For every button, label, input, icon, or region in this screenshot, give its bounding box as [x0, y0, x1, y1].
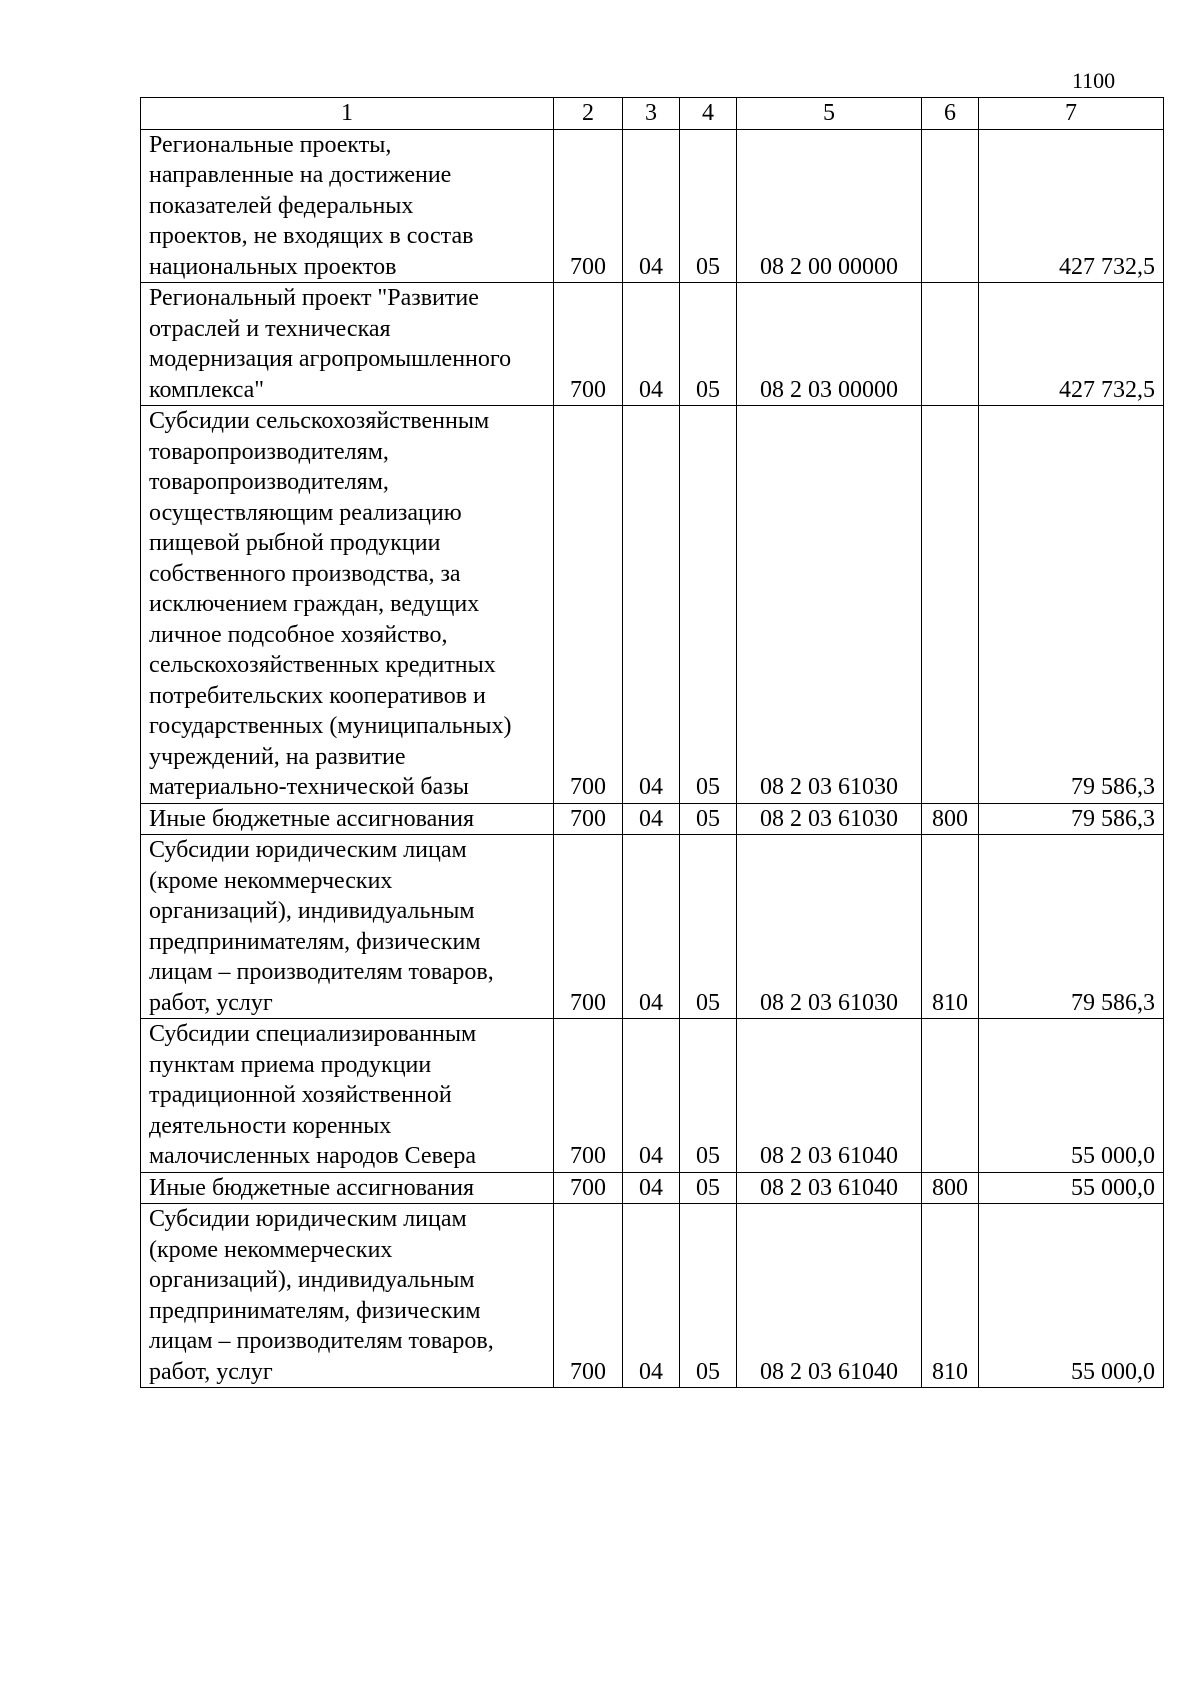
amount-cell: 79 586,3 — [979, 835, 1164, 1019]
section-cell: 04 — [623, 1019, 680, 1173]
amount-cell: 55 000,0 — [979, 1172, 1164, 1204]
row-name-line: потребительских кооперативов и — [149, 682, 486, 709]
row-name-line: материально-технической базы — [149, 774, 469, 800]
amount-cell: 79 586,3 — [979, 406, 1164, 804]
row-name-line: пунктам приема продукции — [149, 1051, 432, 1078]
subsection-cell: 05 — [680, 406, 737, 804]
header-col-3: 3 — [623, 98, 680, 130]
expense-type-cell: 810 — [922, 835, 979, 1019]
admin-code-cell: 700 — [554, 803, 623, 835]
section-cell: 04 — [623, 1172, 680, 1204]
table-row — [141, 406, 1164, 804]
row-name-cell — [141, 1172, 554, 1204]
row-name-line: лицам – производителям товаров, — [149, 1328, 494, 1354]
row-name-line: направленные на достижение — [149, 162, 452, 188]
subsection-cell: 05 — [680, 1172, 737, 1204]
target-article-cell: 08 2 03 61040 — [737, 1172, 922, 1204]
row-name-cell — [141, 1204, 554, 1388]
row-name-line: Региональный проект "Развитие — [149, 285, 479, 311]
admin-code-cell: 700 — [554, 1172, 623, 1204]
row-name-line: (кроме некоммерческих — [149, 867, 393, 894]
table-row — [141, 283, 1164, 406]
expense-type-cell: 800 — [922, 803, 979, 835]
expense-type-cell — [922, 406, 979, 804]
section-cell: 04 — [623, 803, 680, 835]
row-name-line: предпринимателям, физическим — [149, 1297, 481, 1324]
target-article-cell: 08 2 03 61030 — [737, 803, 922, 835]
target-article-cell: 08 2 03 00000 — [737, 283, 922, 406]
header-col-5: 5 — [737, 98, 922, 130]
row-name-cell — [141, 803, 554, 835]
subsection-cell: 05 — [680, 835, 737, 1019]
row-name-cell — [141, 283, 554, 406]
table-row — [141, 1172, 1164, 1204]
row-name-line: национальных проектов — [149, 253, 397, 280]
row-name-cell — [141, 835, 554, 1019]
row-name-line: (кроме некоммерческих — [149, 1236, 393, 1263]
subsection-cell: 05 — [680, 1019, 737, 1173]
row-name-line: учреждений, на развитие — [149, 743, 406, 770]
row-name-line: деятельности коренных — [149, 1112, 392, 1139]
row-name-line: пищевой рыбной продукции — [149, 530, 441, 556]
amount-cell: 79 586,3 — [979, 803, 1164, 835]
row-name-line: Субсидии юридическим лицам — [149, 1206, 467, 1232]
expense-type-cell: 800 — [922, 1172, 979, 1204]
row-name-line: Региональные проекты, — [149, 131, 392, 158]
admin-code-cell: 700 — [554, 1204, 623, 1388]
budget-table — [140, 97, 1164, 1388]
table-row — [141, 835, 1164, 1019]
section-cell: 04 — [623, 129, 680, 283]
table-row — [141, 1204, 1164, 1388]
row-name-line: традиционной хозяйственной — [149, 1082, 452, 1108]
target-article-cell: 08 2 00 00000 — [737, 129, 922, 283]
section-cell: 04 — [623, 283, 680, 406]
subsection-cell: 05 — [680, 283, 737, 406]
header-col-7: 7 — [979, 98, 1164, 130]
row-name-line: исключением граждан, ведущих — [149, 591, 480, 617]
section-cell: 04 — [623, 406, 680, 804]
subsection-cell: 05 — [680, 803, 737, 835]
row-name-line: Субсидии сельскохозяйственным — [149, 408, 490, 434]
target-article-cell: 08 2 03 61040 — [737, 1019, 922, 1173]
row-name-line: модернизация агропромышленного — [149, 346, 512, 372]
target-article-cell: 08 2 03 61030 — [737, 835, 922, 1019]
row-name-line: Иные бюджетные ассигнования — [149, 805, 474, 832]
row-name-line: осуществляющим реализацию — [149, 499, 462, 526]
row-name-line: Иные бюджетные ассигнования — [149, 1174, 474, 1201]
target-article-cell: 08 2 03 61030 — [737, 406, 922, 804]
subsection-cell: 05 — [680, 129, 737, 283]
row-name-line: Субсидии юридическим лицам — [149, 837, 467, 863]
row-name-line: проектов, не входящих в состав — [149, 223, 474, 249]
row-name-line: организаций), индивидуальным — [149, 1267, 475, 1293]
row-name-line: отраслей и техническая — [149, 315, 391, 342]
row-name-line: показателей федеральных — [149, 192, 414, 219]
row-name-line: работ, услуг — [149, 989, 273, 1016]
header-col-1: 1 — [141, 98, 554, 130]
section-cell: 04 — [623, 1204, 680, 1388]
row-name-line: сельскохозяйственных кредитных — [149, 652, 496, 678]
table-row — [141, 803, 1164, 835]
row-name-line: малочисленных народов Севера — [149, 1143, 477, 1169]
amount-cell: 55 000,0 — [979, 1204, 1164, 1388]
section-cell: 04 — [623, 835, 680, 1019]
row-name-line: государственных (муниципальных) — [149, 713, 512, 739]
expense-type-cell — [922, 1019, 979, 1173]
row-name-line: собственного производства, за — [149, 560, 461, 587]
row-name-line: организаций), индивидуальным — [149, 898, 475, 924]
header-row — [141, 98, 1164, 130]
row-name-line: товаропроизводителям, — [149, 438, 389, 465]
row-name-line: Субсидии специализированным — [149, 1021, 477, 1047]
admin-code-cell: 700 — [554, 129, 623, 283]
row-name-line: лицам – производителям товаров, — [149, 959, 494, 985]
amount-cell: 55 000,0 — [979, 1019, 1164, 1173]
header-col-4: 4 — [680, 98, 737, 130]
header-col-6: 6 — [922, 98, 979, 130]
row-name-line: товаропроизводителям, — [149, 469, 389, 495]
expense-type-cell — [922, 283, 979, 406]
header-col-2: 2 — [554, 98, 623, 130]
row-name-cell — [141, 406, 554, 804]
amount-cell: 427 732,5 — [979, 283, 1164, 406]
row-name-line: личное подсобное хозяйство, — [149, 621, 448, 648]
admin-code-cell: 700 — [554, 1019, 623, 1173]
row-name-line: комплекса" — [149, 376, 265, 403]
table-row — [141, 1019, 1164, 1173]
admin-code-cell: 700 — [554, 406, 623, 804]
table-row — [141, 129, 1164, 283]
expense-type-cell: 810 — [922, 1204, 979, 1388]
row-name-line: работ, услуг — [149, 1358, 273, 1385]
page-number: 1100 — [1072, 68, 1116, 93]
row-name-cell — [141, 1019, 554, 1173]
admin-code-cell: 700 — [554, 835, 623, 1019]
amount-cell: 427 732,5 — [979, 129, 1164, 283]
expense-type-cell — [922, 129, 979, 283]
row-name-cell — [141, 129, 554, 283]
row-name-line: предпринимателям, физическим — [149, 928, 481, 955]
target-article-cell: 08 2 03 61040 — [737, 1204, 922, 1388]
subsection-cell: 05 — [680, 1204, 737, 1388]
admin-code-cell: 700 — [554, 283, 623, 406]
table-body — [141, 129, 1164, 1388]
